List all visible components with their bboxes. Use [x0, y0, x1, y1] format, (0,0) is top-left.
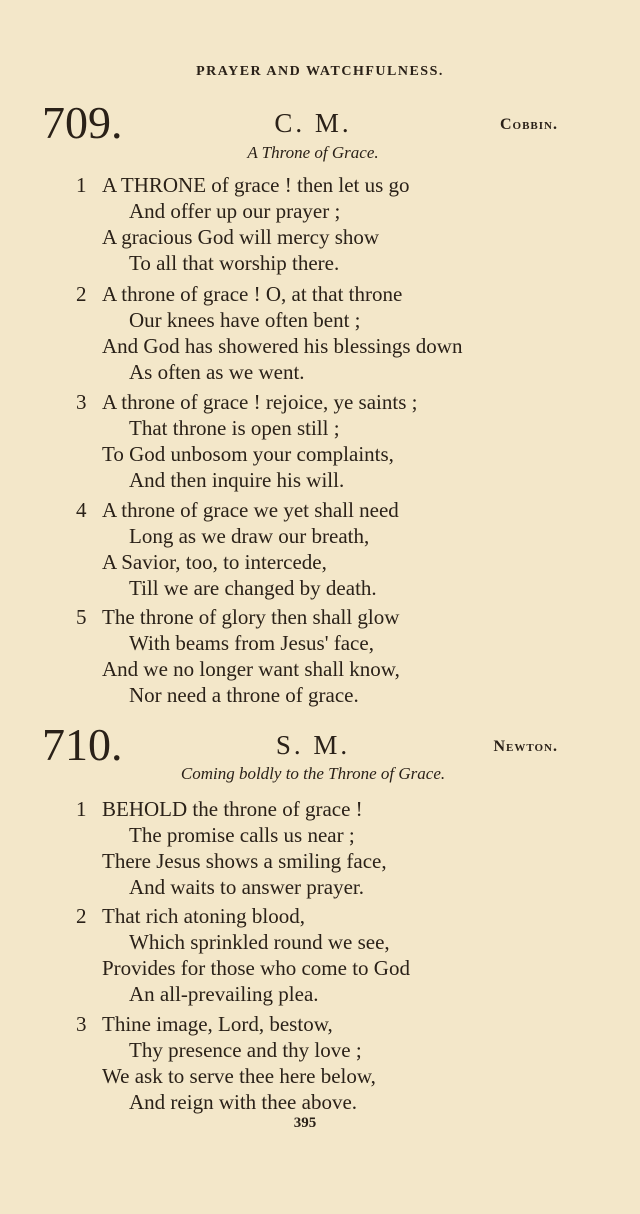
verse-line: An all-prevailing plea. [129, 982, 319, 1006]
verse-line: That throne is open still ; [129, 416, 340, 440]
verse-line: A THRONE of grace ! then let us go [102, 173, 410, 197]
verse-line: Provides for those who come to God [102, 956, 410, 980]
verse-line: A Savior, too, to intercede, [102, 550, 327, 574]
stanza-number: 1 [76, 797, 87, 821]
hymn-number: 710. [42, 719, 123, 770]
verse-line: A throne of grace ! rejoice, ye saints ; [102, 390, 418, 414]
stanza-number: 3 [76, 1012, 87, 1036]
hymn-meter: S. M. [275, 730, 351, 760]
verse-line: A throne of grace we yet shall need [102, 498, 399, 522]
hymn-number: 709. [42, 97, 123, 148]
verse-line: Long as we draw our breath, [129, 524, 370, 548]
hymn-author: Newton. [493, 738, 558, 755]
running-head: PRAYER AND WATCHFULNESS. [196, 64, 444, 79]
verse-line: And God has showered his blessings down [102, 334, 463, 358]
hymn-author: Cobbin. [499, 116, 558, 133]
verse-line: To all that worship there. [129, 251, 340, 275]
verse-line: And then inquire his will. [129, 468, 345, 492]
verse-line: The throne of glory then shall glow [102, 605, 400, 629]
verse-line: Which sprinkled round we see, [129, 930, 390, 954]
verse-line: We ask to serve thee here below, [102, 1064, 376, 1088]
verse-line: There Jesus shows a smiling face, [102, 849, 387, 873]
verse-line: Our knees have often bent ; [129, 308, 361, 332]
verse-line: BEHOLD the throne of grace ! [102, 797, 363, 821]
verse-line: And reign with thee above. [129, 1090, 358, 1114]
stanza-number: 2 [76, 282, 87, 306]
hymn-subtitle: A Throne of Grace. [247, 143, 379, 162]
verse-line: A throne of grace ! O, at that throne [102, 282, 403, 306]
verse-line: As often as we went. [129, 360, 305, 384]
verse-line: Till we are changed by death. [129, 576, 377, 600]
page-number: 395 [293, 1115, 317, 1131]
stanza-number: 4 [76, 498, 87, 522]
verse-line: A gracious God will mercy show [102, 225, 380, 249]
verse-line: Thy presence and thy love ; [129, 1038, 362, 1062]
verse-line: Nor need a throne of grace. [129, 683, 359, 707]
stanza-number: 1 [76, 173, 87, 197]
verse-line: To God unbosom your complaints, [102, 442, 394, 466]
verse-line: And waits to answer prayer. [129, 875, 365, 899]
stanza-number: 2 [76, 904, 87, 928]
stanza-number: 3 [76, 390, 87, 414]
verse-line: Thine image, Lord, bestow, [102, 1012, 333, 1036]
verse-line: And we no longer want shall know, [102, 657, 400, 681]
verse-line: And offer up our prayer ; [129, 199, 341, 223]
verse-line: With beams from Jesus' face, [129, 631, 374, 655]
stanza-number: 5 [76, 605, 87, 629]
verse-line: The promise calls us near ; [129, 823, 355, 847]
hymn-subtitle: Coming boldly to the Throne of Grace. [180, 764, 446, 783]
hymn-meter: C. M. [274, 108, 352, 138]
verse-line: That rich atoning blood, [102, 904, 305, 928]
